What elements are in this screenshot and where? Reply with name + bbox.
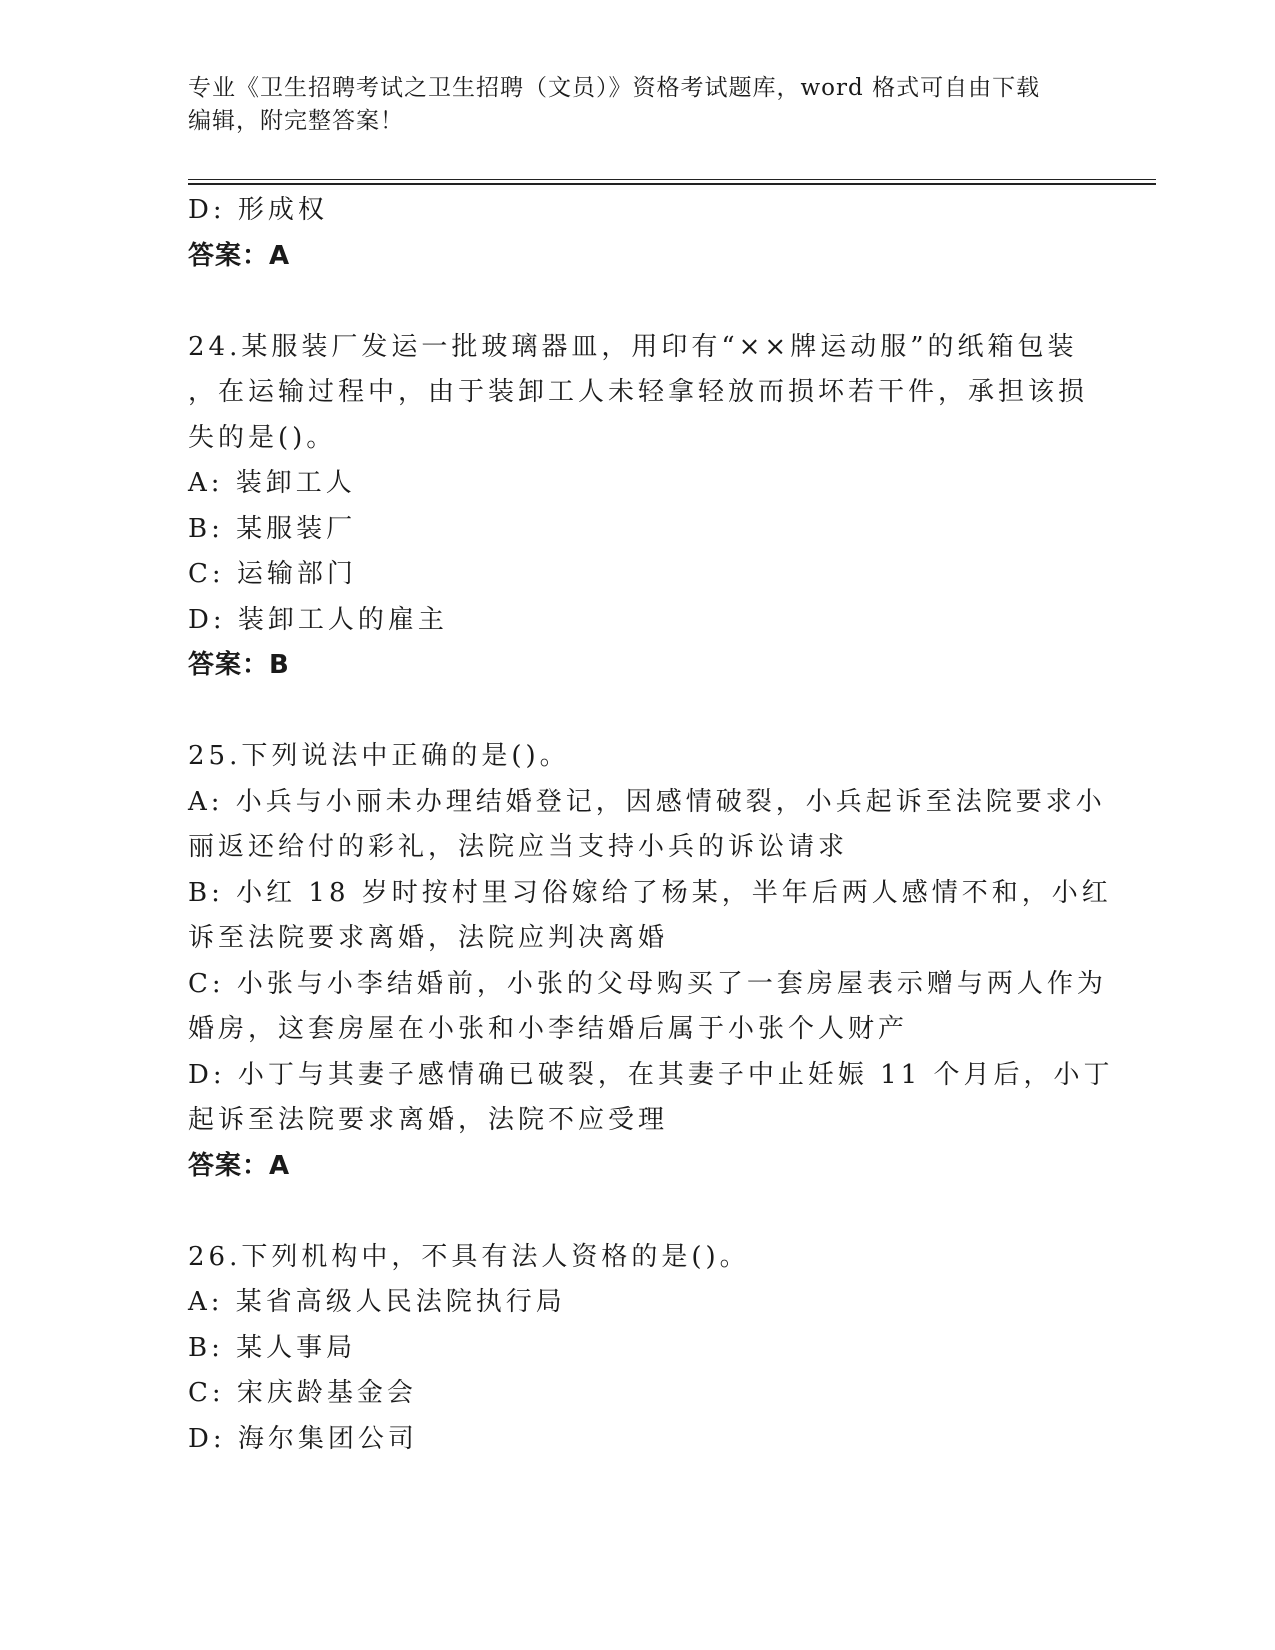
question-24-option-a: A: 装卸工人 <box>188 468 356 498</box>
prev-option-d: D: 形成权 <box>188 195 328 225</box>
header-line-2: 编辑，附完整答案！ <box>188 108 404 134</box>
spacer <box>188 1189 1088 1235</box>
question-24-stem-line-2: ，在运输过程中，由于装卸工人未轻拿轻放而损坏若干件，承担该损 <box>188 377 1089 407</box>
header-divider-thin <box>188 179 1156 180</box>
header-line-1: 专业《卫生招聘考试之卫生招聘（文员）》资格考试题库，word 格式可自由下载 <box>188 75 1041 101</box>
question-25-option-b-line-1: B: 小红 18 岁时按村里习俗嫁给了杨某，半年后两人感情不和，小红 <box>188 877 1112 908</box>
question-24-answer: 答案：B <box>188 650 290 680</box>
question-25 <box>188 734 1114 1189</box>
question-24 <box>188 325 1088 689</box>
question-26-option-c: C: 宋庆龄基金会 <box>188 1378 417 1408</box>
question-25-option-d-line-2: 起诉至法院要求离婚，法院不应受理 <box>188 1105 669 1135</box>
question-list <box>188 188 1114 1462</box>
spacer <box>188 689 1088 735</box>
question-25-option-c-line-1: C: 小张与小李结婚前，小张的父母购买了一套房屋表示赠与两人作为 <box>188 968 1107 999</box>
question-24-option-c: C: 运输部门 <box>188 559 357 589</box>
question-25-option-a-line-2: 丽返还给付的彩礼，法院应当支持小兵的诉讼请求 <box>188 832 849 862</box>
question-24-stem-line-3: 失的是()。 <box>188 422 337 453</box>
document-header <box>188 72 1078 138</box>
question-25-answer: 答案：A <box>188 1150 291 1181</box>
question-26 <box>188 1235 1088 1463</box>
question-25-option-c-line-2: 婚房，这套房屋在小张和小李结婚后属于小张个人财产 <box>188 1014 909 1044</box>
question-24-option-b: B: 某服装厂 <box>188 513 357 544</box>
spacer <box>188 279 1088 325</box>
question-26-option-b: B: 某人事局 <box>188 1332 357 1363</box>
question-25-option-d-line-1: D: 小丁与其妻子感情确已破裂，在其妻子中止妊娠 11 个月后，小丁 <box>188 1059 1114 1090</box>
question-25-stem: 25.下列说法中正确的是()。 <box>188 741 570 771</box>
question-26-stem: 26.下列机构中，不具有法人资格的是()。 <box>188 1241 750 1272</box>
question-25-option-b-line-2: 诉至法院要求离婚，法院应判决离婚 <box>188 923 669 953</box>
question-24-option-d: D: 装卸工人的雇主 <box>188 604 448 635</box>
question-25-option-a-line-1: A: 小兵与小丽未办理结婚登记，因感情破裂，小兵起诉至法院要求小 <box>188 786 1106 817</box>
question-26-option-a: A: 某省高级人民法院执行局 <box>188 1287 566 1317</box>
header-divider-thick <box>188 183 1156 185</box>
question-24-stem-line-1: 24.某服装厂发运一批玻璃器皿，用印有“××牌运动服”的纸箱包装 <box>188 331 1078 362</box>
question-26-option-d: D: 海尔集团公司 <box>188 1423 418 1454</box>
prev-answer: 答案：A <box>188 240 291 271</box>
